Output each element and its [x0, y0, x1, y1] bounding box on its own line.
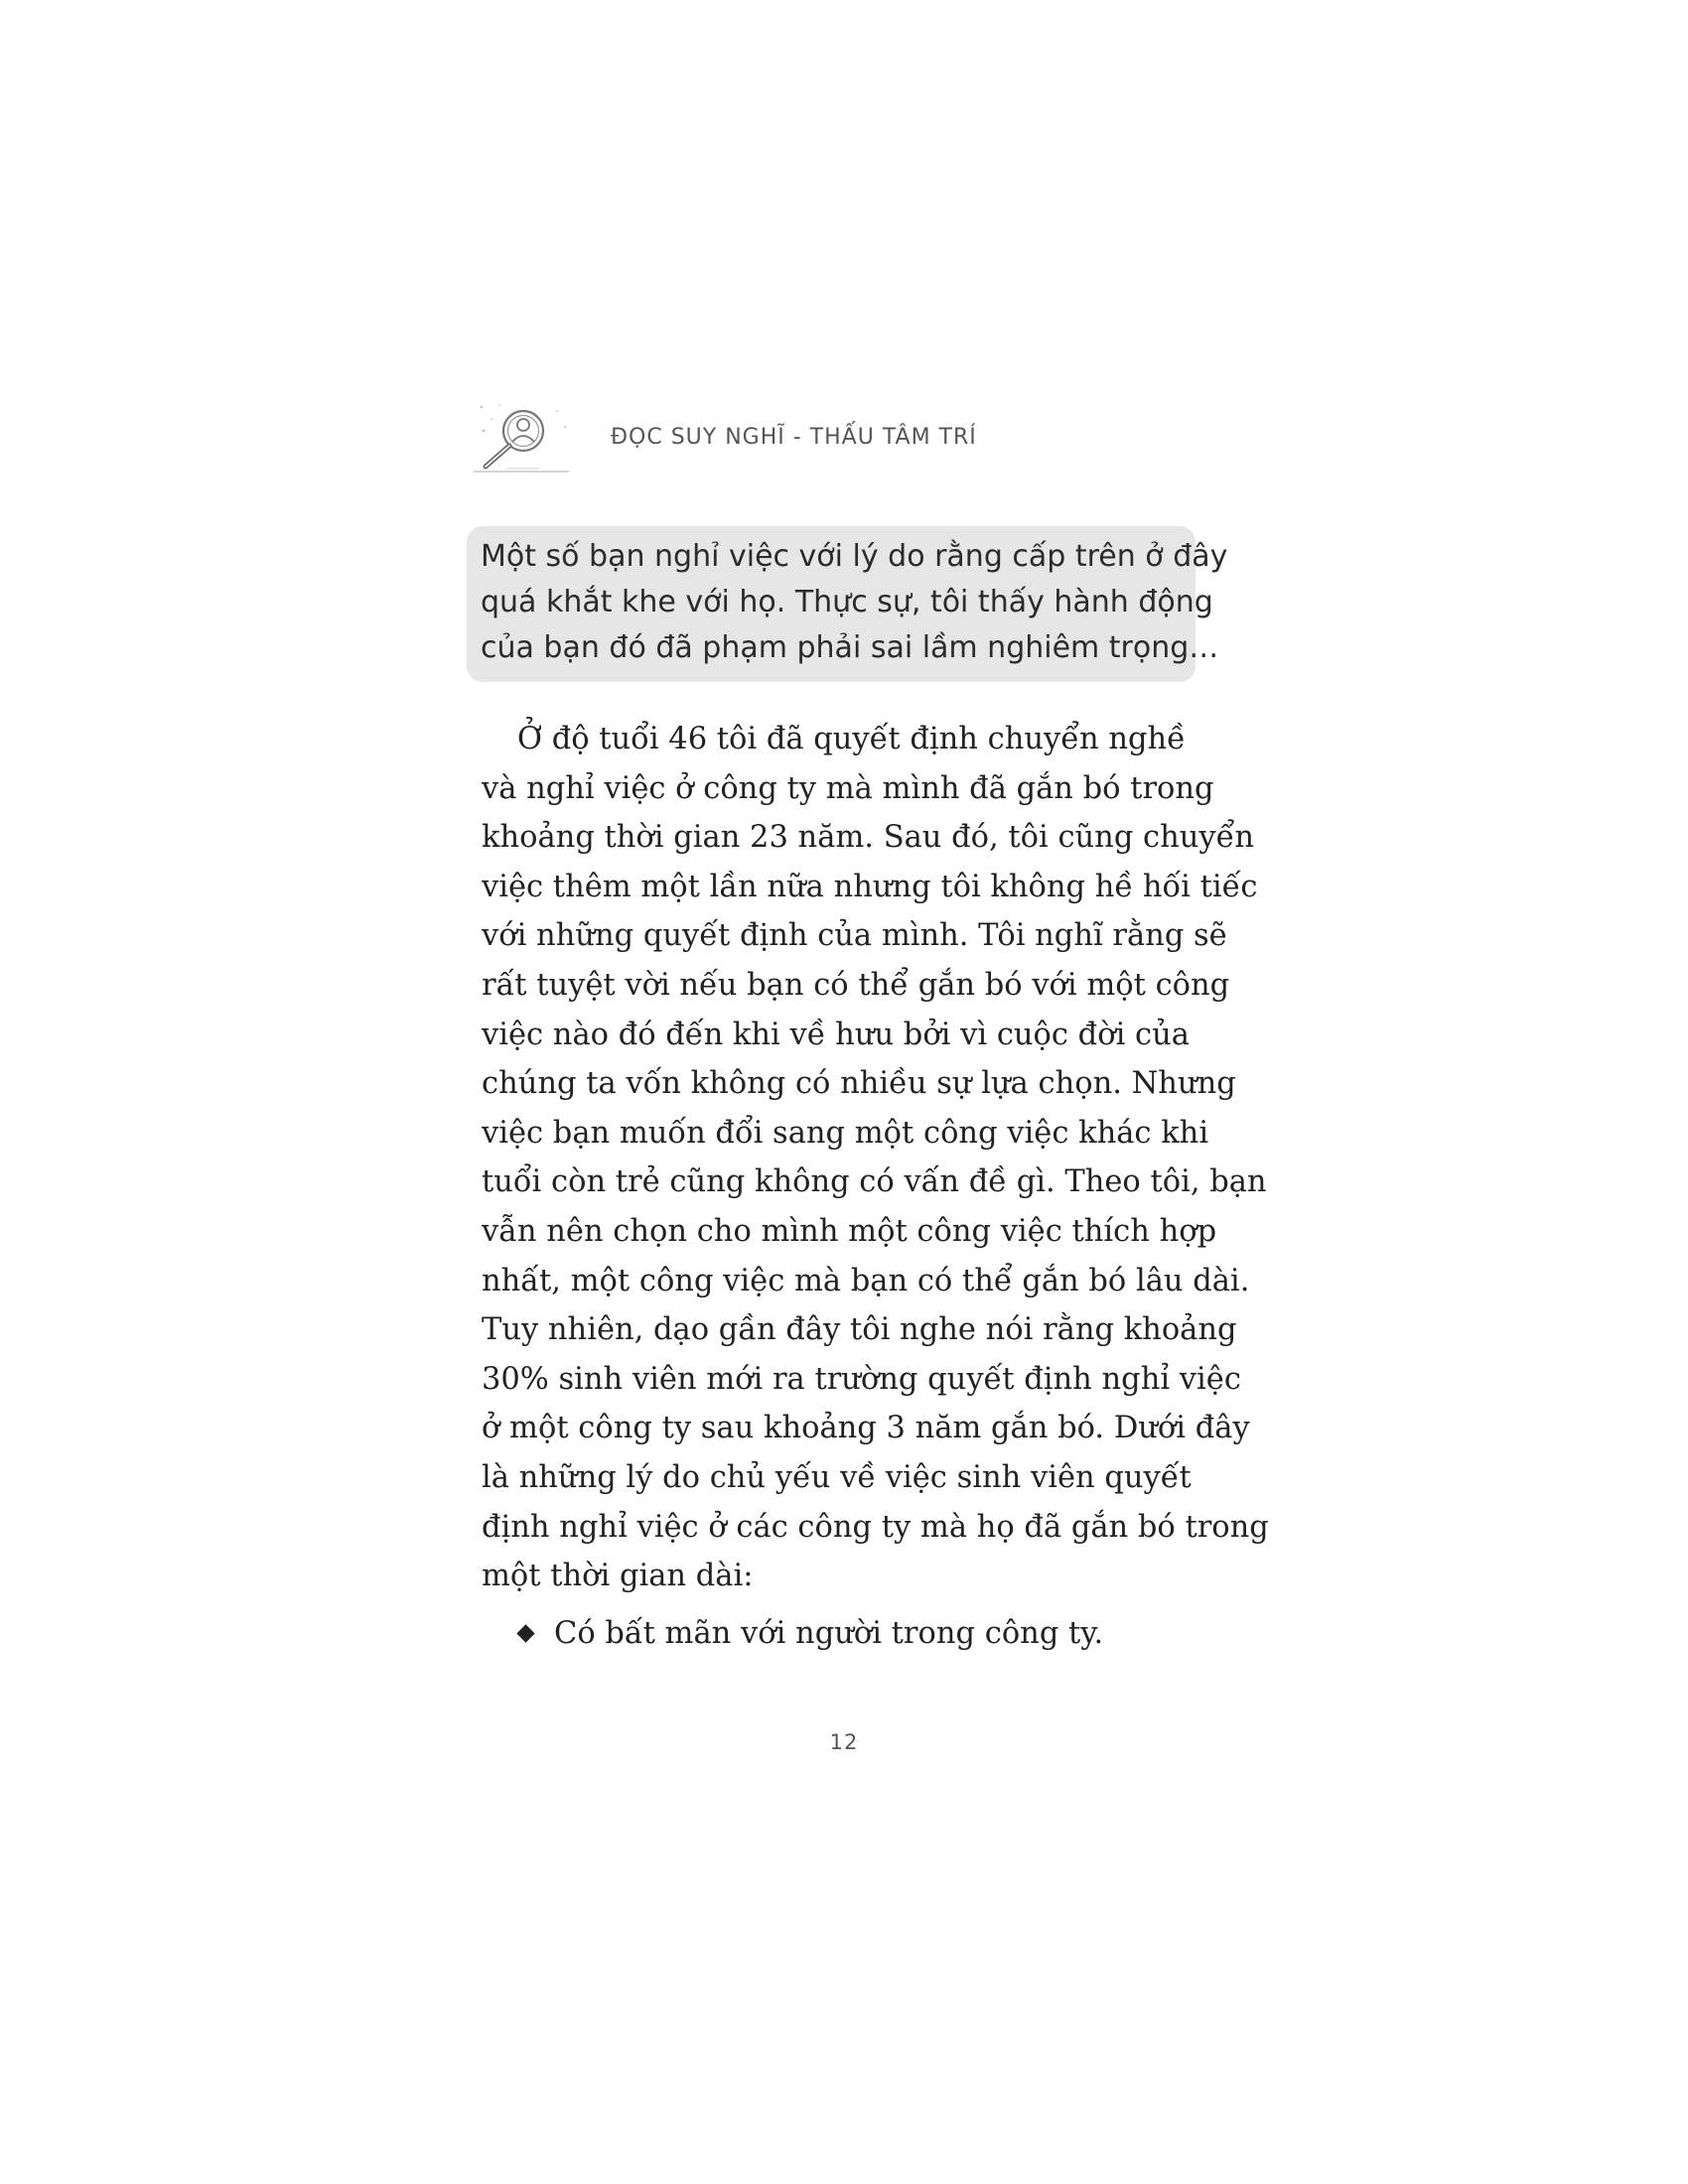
paragraph-line: ở một công ty sau khoảng 3 năm gắn bó. Dưới đây — [482, 1411, 1250, 1446]
paragraph-line: việc nào đó đến khi về hưu bởi vì cuộc đời của — [482, 1017, 1190, 1052]
paragraph-line: Ở độ tuổi 46 tôi đã quyết định chuyển nghề — [517, 722, 1186, 756]
pull-quote-line: quá khắt khe với họ. Thực sự, tôi thấy hành động — [481, 585, 1213, 619]
paragraph-line: một thời gian dài: — [482, 1559, 754, 1594]
body-paragraph — [482, 715, 1269, 1601]
running-header — [470, 397, 1224, 477]
magnifier-head-icon — [470, 397, 589, 477]
pull-quote-line: Một số bạn nghỉ việc với lý do rằng cấp trên ở đây — [481, 539, 1228, 574]
paragraph-line: khoảng thời gian 23 năm. Sau đó, tôi cũng chuyển — [482, 820, 1255, 856]
paragraph-line: là những lý do chủ yếu về việc sinh viên quyết — [482, 1459, 1192, 1495]
pull-quote-box — [467, 526, 1228, 682]
paragraph-line: tuổi còn trẻ cũng không có vấn đề gì. Theo tôi, bạn — [482, 1164, 1267, 1200]
bullet-text: Có bất mãn với người trong công ty. — [554, 1615, 1104, 1651]
paragraph-line: vẫn nên chọn cho mình một công việc thích hợp — [482, 1213, 1217, 1249]
page-number: 12 — [829, 1730, 859, 1754]
running-header-title: ĐỌC SUY NGHĨ - THẤU TÂM TRÍ — [611, 424, 977, 450]
paragraph-line: việc thêm một lần nữa nhưng tôi không hề hối tiếc — [482, 869, 1258, 904]
bullet-list-item — [519, 1608, 1103, 1658]
pull-quote-line: của bạn đó đã phạm phải sai lầm nghiêm trọng… — [481, 630, 1219, 665]
paragraph-line: nhất, một công việc mà bạn có thể gắn bó lâu dài. — [482, 1263, 1250, 1298]
diamond-bullet-icon — [516, 1624, 534, 1642]
paragraph-line: Tuy nhiên, dạo gần đây tôi nghe nói rằng khoảng — [482, 1312, 1237, 1348]
paragraph-line: việc bạn muốn đổi sang một công việc khác khi — [482, 1115, 1209, 1151]
paragraph-line: chúng ta vốn không có nhiều sự lựa chọn. Nhưng — [482, 1066, 1236, 1102]
paragraph-line: định nghỉ việc ở các công ty mà họ đã gắn bó trong — [482, 1509, 1269, 1545]
paragraph-line: 30% sinh viên mới ra trường quyết định nghỉ việc — [482, 1361, 1241, 1397]
paragraph-line: rất tuyệt vời nếu bạn có thể gắn bó với một công — [482, 967, 1230, 1003]
paragraph-line: và nghỉ việc ở công ty mà mình đã gắn bó trong — [482, 770, 1214, 806]
paragraph-line: với những quyết định của mình. Tôi nghĩ rằng sẽ — [482, 918, 1227, 954]
